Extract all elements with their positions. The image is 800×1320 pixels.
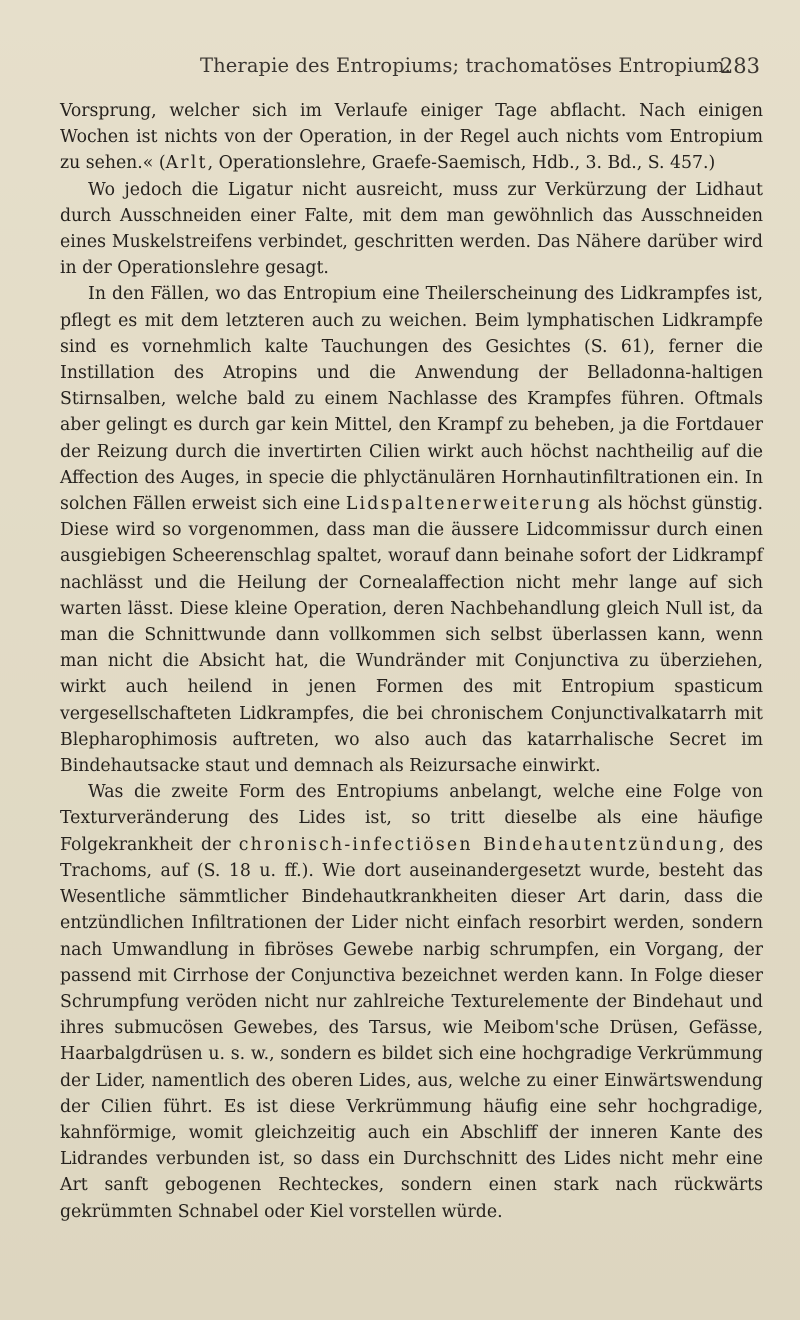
author-name: Arlt xyxy=(165,153,208,174)
text-run: , des Trachoms, auf (S. 18 u. ff.). Wie dort auseinandergesetzt wurde, besteht das Wesentliche sämmtlicher Bindehautkrankheiten dieser Art darin, dass die entzündlichen Infiltrationen der Lider nicht einfach resorbirt werden, sondern nach Umwandlung in fibröses Gewebe narbig schrumpfen, ein Vorgang, der passend mit Cirrhose der Conjunctiva bezeichnet werden kann. In Folge dieser Schrumpfung veröden nicht nur zahlreiche Texturelemente der Bindehaut und ihres submucösen Gewebes, des Tarsus, wie Meibom'sche Drüsen, Gefässe, Haarbalgdrüsen u. s. w., sondern es bildet sich eine hochgradige Verkrümmung der Lider, namentlich des oberen Lides, aus, welche zu einer Einwärtswendung der Cilien führt. Es ist diese Verkrümmung häufig eine sehr hochgradige, kahnförmige, womit gleichzeitig auch ein Abschliff der inneren Kante des Lidrandes verbunden ist, so dass ein Durchschnitt des Lides nicht mehr eine Art sanft gebogenen Rechteckes, sondern einen stark nach rückwärts gekrümmten Schnabel oder Kiel vorstellen würde. xyxy=(60,834,763,1222)
paragraph-1 xyxy=(60,98,763,177)
page-number: 283 xyxy=(719,54,760,78)
paragraph-4 xyxy=(60,779,763,1224)
running-head xyxy=(200,54,760,94)
running-title: Therapie des Entropiums; trachomatöses Entropium. xyxy=(200,54,731,77)
text-run: als höchst günstig. Diese wird so vorgenommen, dass man die äussere Lidcommissur durch einen ausgiebigen Scheerenschlag spaltet, worauf dann beinahe sofort der Lidkrampf nachlässt und die Heilung der Cornealaffection nicht mehr lange auf sich warten lässt. Diese kleine Operation, deren Nachbehandlung gleich Null ist, da man die Schnittwunde dann vollkommen sich selbst überlassen kann, wenn man nicht die Absicht hat, die Wundränder mit Conjunctiva zu überziehen, wirkt auch heilend in jenen Formen des mit Entropium spasticum vergesellschafteten Lidkrampfes, die bei chronischem Conjunctivalkatarrh mit Blepharophimosis auftreten, wo also auch das katarrhalische Secret im Bindehautsacke staut und demnach als Reizursache einwirkt. xyxy=(60,494,763,777)
text-run: Vorsprung, welcher sich im Verlaufe einiger Tage abflacht. Nach einigen Wochen ist nichts von der Operation, in der Regel auch nichts vom Entropium zu sehen.« ( xyxy=(60,101,763,174)
text-run: In den Fällen, wo das Entropium eine Theilerscheinung des Lidkrampfes ist, pflegt es mit dem letzteren auch zu weichen. Beim lymphatischen Lidkrampfe sind es vornehmlich kalte Tauchungen des Gesichtes (S. 61), ferner die Instillation des Atropins und die Anwendung der Belladonna-haltigen Stirnsalben, welche bald zu einem Nachlasse des Krampfes führen. Oftmals aber gelingt es durch gar kein Mittel, den Krampf zu beheben, ja die Fortdauer der Reizung durch die invertirten Cilien wirkt auch höchst nachtheilig auf die Affection des Auges, in specie die phlyctänulären Hornhautinfiltrationen ein. In solchen Fällen erweist sich eine xyxy=(60,284,763,515)
paragraph-2 xyxy=(60,177,763,282)
text-run: Was die zweite Form des Entropiums anbelangt, welche eine Folge von Texturveränderung des Lides ist, so tritt dieselbe als eine häufige Folgekrankheit der xyxy=(60,782,763,855)
emphasized-term: chronisch-infectiösen Bindehautentzündung xyxy=(238,834,720,855)
paragraph-3 xyxy=(60,281,763,779)
text-run: Wo jedoch die Ligatur nicht ausreicht, muss zur Verkürzung der Lidhaut durch Ausschneiden einer Falte, mit dem man gewöhnlich das Ausschneiden eines Muskelstreifens verbindet, geschritten werden. Das Nähere darüber wird in der Operationslehre gesagt. xyxy=(60,179,763,279)
body-text xyxy=(60,98,763,1225)
text-run: , Operationslehre, Graefe-Saemisch, Hdb., 3. Bd., S. 457.) xyxy=(207,153,716,174)
emphasized-term: Lidspaltenerweiterung xyxy=(345,494,592,515)
